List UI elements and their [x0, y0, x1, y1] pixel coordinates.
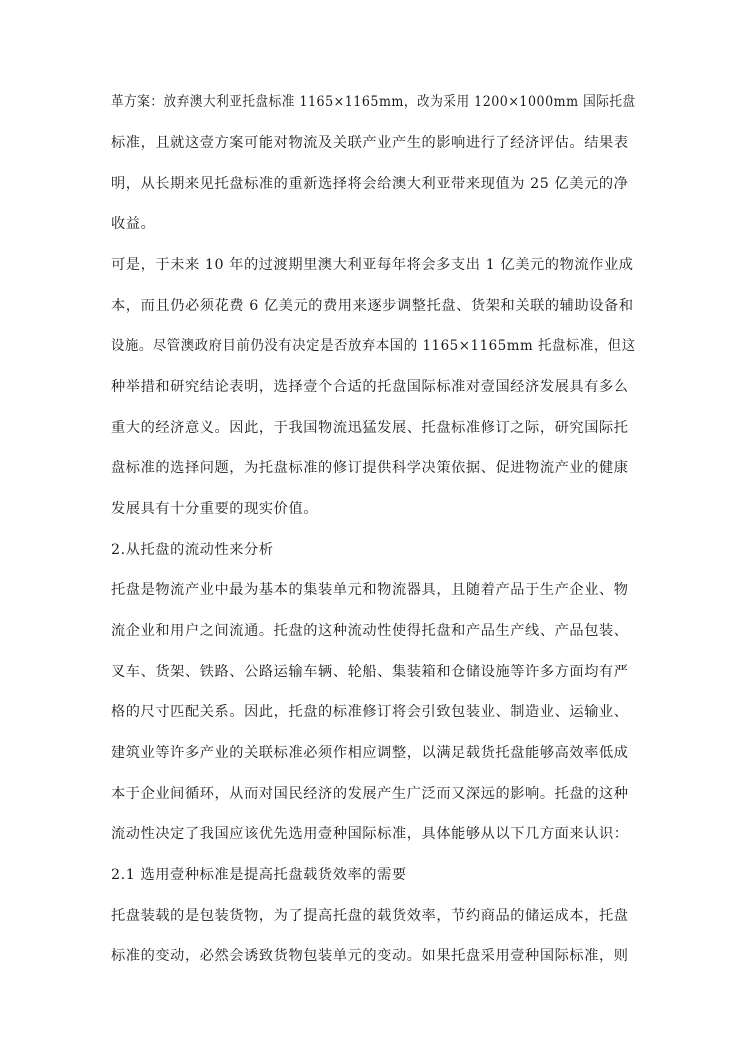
text-line: 发展具有十分重要的现实价值。 — [111, 501, 319, 517]
text-line: 流企业和用户之间流通。托盘的这种流动性使得托盘和产品生产线、产品包装、 — [111, 623, 629, 639]
text-line: 可是，于未来 10 年的过渡期里澳大利亚每年将会多支出 1 亿美元的物流作业成 — [111, 257, 634, 273]
text-line: 托盘是物流产业中最为基本的集装单元和物流器具，且随着产品于生产企业、物 — [111, 582, 629, 598]
text-line: 叉车、货架、铁路、公路运输车辆、轮船、集装箱和仓储设施等许多方面均有严 — [111, 664, 629, 680]
text-line: 种举措和研究结论表明，选择壹个合适的托盘国际标准对壹国经济发展具有多么 — [111, 379, 629, 395]
text-line: 收益。 — [111, 216, 156, 232]
text-line: 格的尺寸匹配关系。因此，托盘的标准修订将会引致包装业、制造业、运输业、 — [111, 704, 629, 720]
section-heading: 2.从托盘的流动性来分析 — [111, 542, 274, 558]
text-line: 流动性决定了我国应该优先选用壹种国际标准，具体能够从以下几方面来认识： — [111, 826, 629, 842]
text-line: 设施。尽管澳政府目前仍没有决定是否放弃本国的 1165×1165mm 托盘标准，但这 — [111, 338, 636, 354]
subsection-heading: 2.1 选用壹种标准是提高托盘载货效率的需要 — [111, 867, 407, 883]
text-line: 盘标准的选择问题，为托盘标准的修订提供科学决策依据、促进物流产业的健康 — [111, 460, 629, 476]
text-line: 本于企业间循环，从而对国民经济的发展产生广泛而又深远的影响。托盘的这种 — [111, 786, 629, 802]
text-line: 革方案：放弃澳大利亚托盘标准 1165×1165mm，改为采用 1200×1000mm 国际托盘 — [111, 94, 636, 110]
text-line: 建筑业等许多产业的关联标准必须作相应调整，以满足载货托盘能够高效率低成 — [111, 745, 629, 761]
text-line: 标准，且就这壹方案可能对物流及关联产业产生的影响进行了经济评估。结果表 — [111, 135, 629, 151]
text-line: 明，从长期来见托盘标准的重新选择将会给澳大利亚带来现值为 25 亿美元的净 — [111, 176, 629, 192]
text-line: 本，而且仍必须花费 6 亿美元的费用来逐步调整托盘、货架和关联的辅助设备和 — [111, 298, 634, 314]
text-line: 标准的变动，必然会诱致货物包装单元的变动。如果托盘采用壹种国际标准，则 — [111, 948, 629, 964]
text-line: 托盘装载的是包装货物，为了提高托盘的载货效率，节约商品的储运成本，托盘 — [111, 908, 629, 924]
text-line: 重大的经济意义。因此，于我国物流迅猛发展、托盘标准修订之际，研究国际托 — [111, 420, 629, 436]
